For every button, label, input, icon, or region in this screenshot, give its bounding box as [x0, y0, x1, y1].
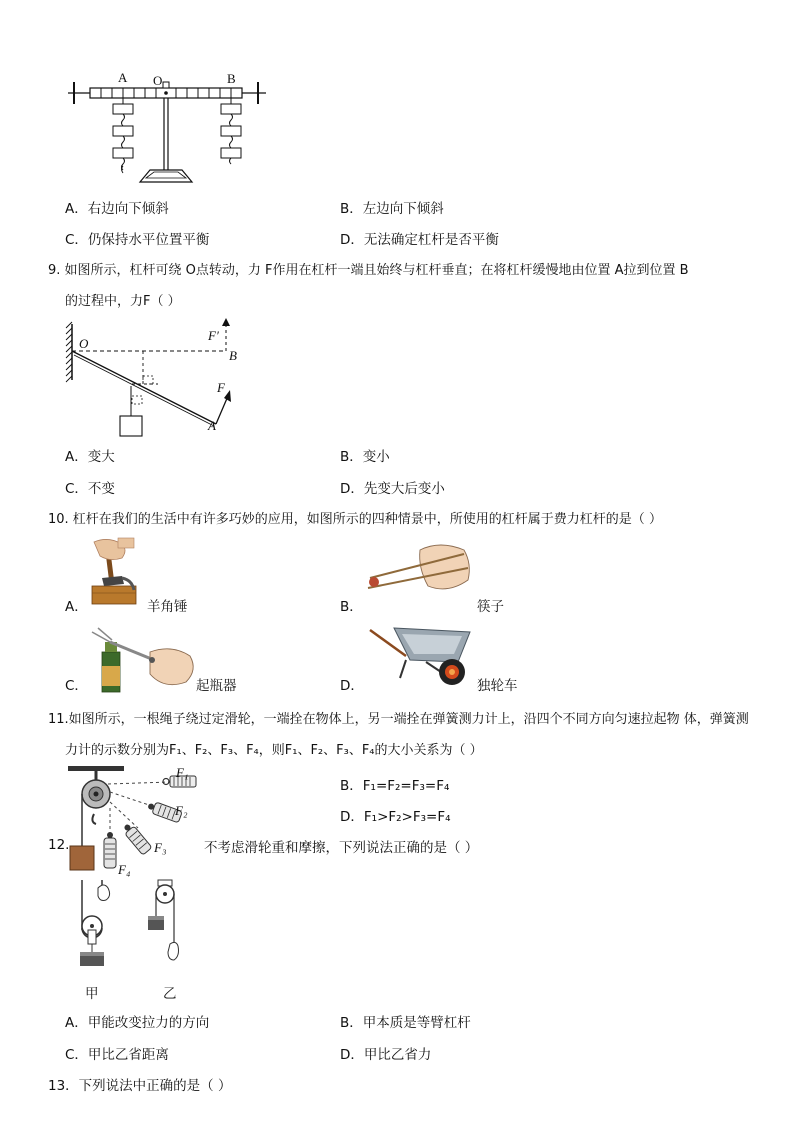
- q10-stem: 10. 杠杆在我们的生活中有许多巧妙的应用，如图所示的四种情景中，所使用的杠杆属于费力杠杆的是（ ）: [48, 512, 662, 527]
- q11-stem-line2: 力计的示数分别为F₁、F₂、F₃、F₄，则F₁、F₂、F₃、F₄的大小关系为（ ）: [65, 743, 483, 758]
- q8-option-b[interactable]: B．左边向下倾斜: [340, 201, 444, 217]
- q9-stem-line2: 的过程中，力F（ ）: [65, 294, 181, 309]
- q9-label-b: B: [229, 348, 237, 363]
- q11-pulley-figure: [66, 762, 216, 880]
- q12-number: 12.: [48, 837, 70, 853]
- q13-stem: 13．下列说法中正确的是（ ）: [48, 1078, 232, 1094]
- q8-label-b: B: [227, 71, 236, 86]
- q8-option-a[interactable]: A．右边向下倾斜: [65, 201, 169, 217]
- q9-option-b[interactable]: B．变小: [340, 449, 390, 465]
- q10-option-a-caption: 羊角锤: [147, 599, 188, 615]
- q11-label-f1: F₁: [176, 765, 189, 780]
- q12-stem: 不考虑滑轮重和摩擦，下列说法正确的是（ ）: [204, 840, 479, 856]
- q10-option-b-caption: 筷子: [477, 599, 504, 615]
- q11-option-d[interactable]: D．F₁>F₂>F₃=F₄: [340, 809, 451, 825]
- q11-option-b[interactable]: B．F₁=F₂=F₃=F₄: [340, 778, 450, 794]
- q10-option-c-prefix[interactable]: C．: [65, 678, 88, 694]
- q12-label-jia: 甲: [85, 986, 99, 1002]
- q9-option-c[interactable]: C．不变: [65, 481, 115, 497]
- q11-stem-line1: 11.如图所示，一根绳子绕过定滑轮，一端拴在物体上，另一端拴在弹簧测力计上，沿四个不同方向匀速拉起物 体，弹簧测: [48, 712, 749, 727]
- q9-label-o: O: [79, 336, 89, 351]
- q12-option-b[interactable]: B．甲本质是等臂杠杆: [340, 1015, 471, 1031]
- q9-stem-line1: 9. 如图所示，杠杆可绕 O点转动，力 F作用在杠杆一端且始终与杠杆垂直；在将杠杆缓慢地由位置 A拉到位置 B: [48, 263, 689, 278]
- q10-chopsticks-image: [364, 542, 474, 600]
- q10-option-d-caption: 独轮车: [477, 678, 518, 694]
- q8-lever-figure: [66, 72, 266, 182]
- q9-option-a[interactable]: A．变大: [65, 449, 115, 465]
- q11-label-f3: F₃: [154, 840, 167, 855]
- q12-label-yi: 乙: [163, 986, 177, 1002]
- q10-option-d-prefix[interactable]: D．: [340, 678, 364, 694]
- q12-pulley-figure: [68, 880, 198, 972]
- q10-wheelbarrow-image: [366, 622, 476, 688]
- q10-option-a-prefix[interactable]: A．: [65, 599, 88, 615]
- q9-lever-figure: [66, 318, 246, 438]
- q10-option-c-caption: 起瓶器: [196, 678, 237, 694]
- q11-label-f4: F₄: [118, 862, 131, 877]
- q8-label-o: O: [153, 73, 163, 88]
- q10-hammer-image: [90, 538, 150, 608]
- q12-option-c[interactable]: C．甲比乙省距离: [65, 1047, 169, 1063]
- q8-option-c[interactable]: C．仍保持水平位置平衡: [65, 232, 210, 248]
- q11-label-f2: F₂: [175, 803, 188, 818]
- q9-label-f-prime: F′: [208, 328, 219, 343]
- q12-option-a[interactable]: A．甲能改变拉力的方向: [65, 1015, 210, 1031]
- q8-option-d[interactable]: D．无法确定杠杆是否平衡: [340, 232, 499, 248]
- q9-option-d[interactable]: D．先变大后变小: [340, 481, 445, 497]
- q12-option-d[interactable]: D．甲比乙省力: [340, 1047, 432, 1063]
- q9-label-f: F: [217, 380, 225, 395]
- q10-option-b-prefix[interactable]: B．: [340, 599, 363, 615]
- q9-label-a: A: [208, 418, 216, 433]
- q10-bottle-opener-image: [90, 626, 200, 692]
- q8-label-a: A: [118, 70, 128, 85]
